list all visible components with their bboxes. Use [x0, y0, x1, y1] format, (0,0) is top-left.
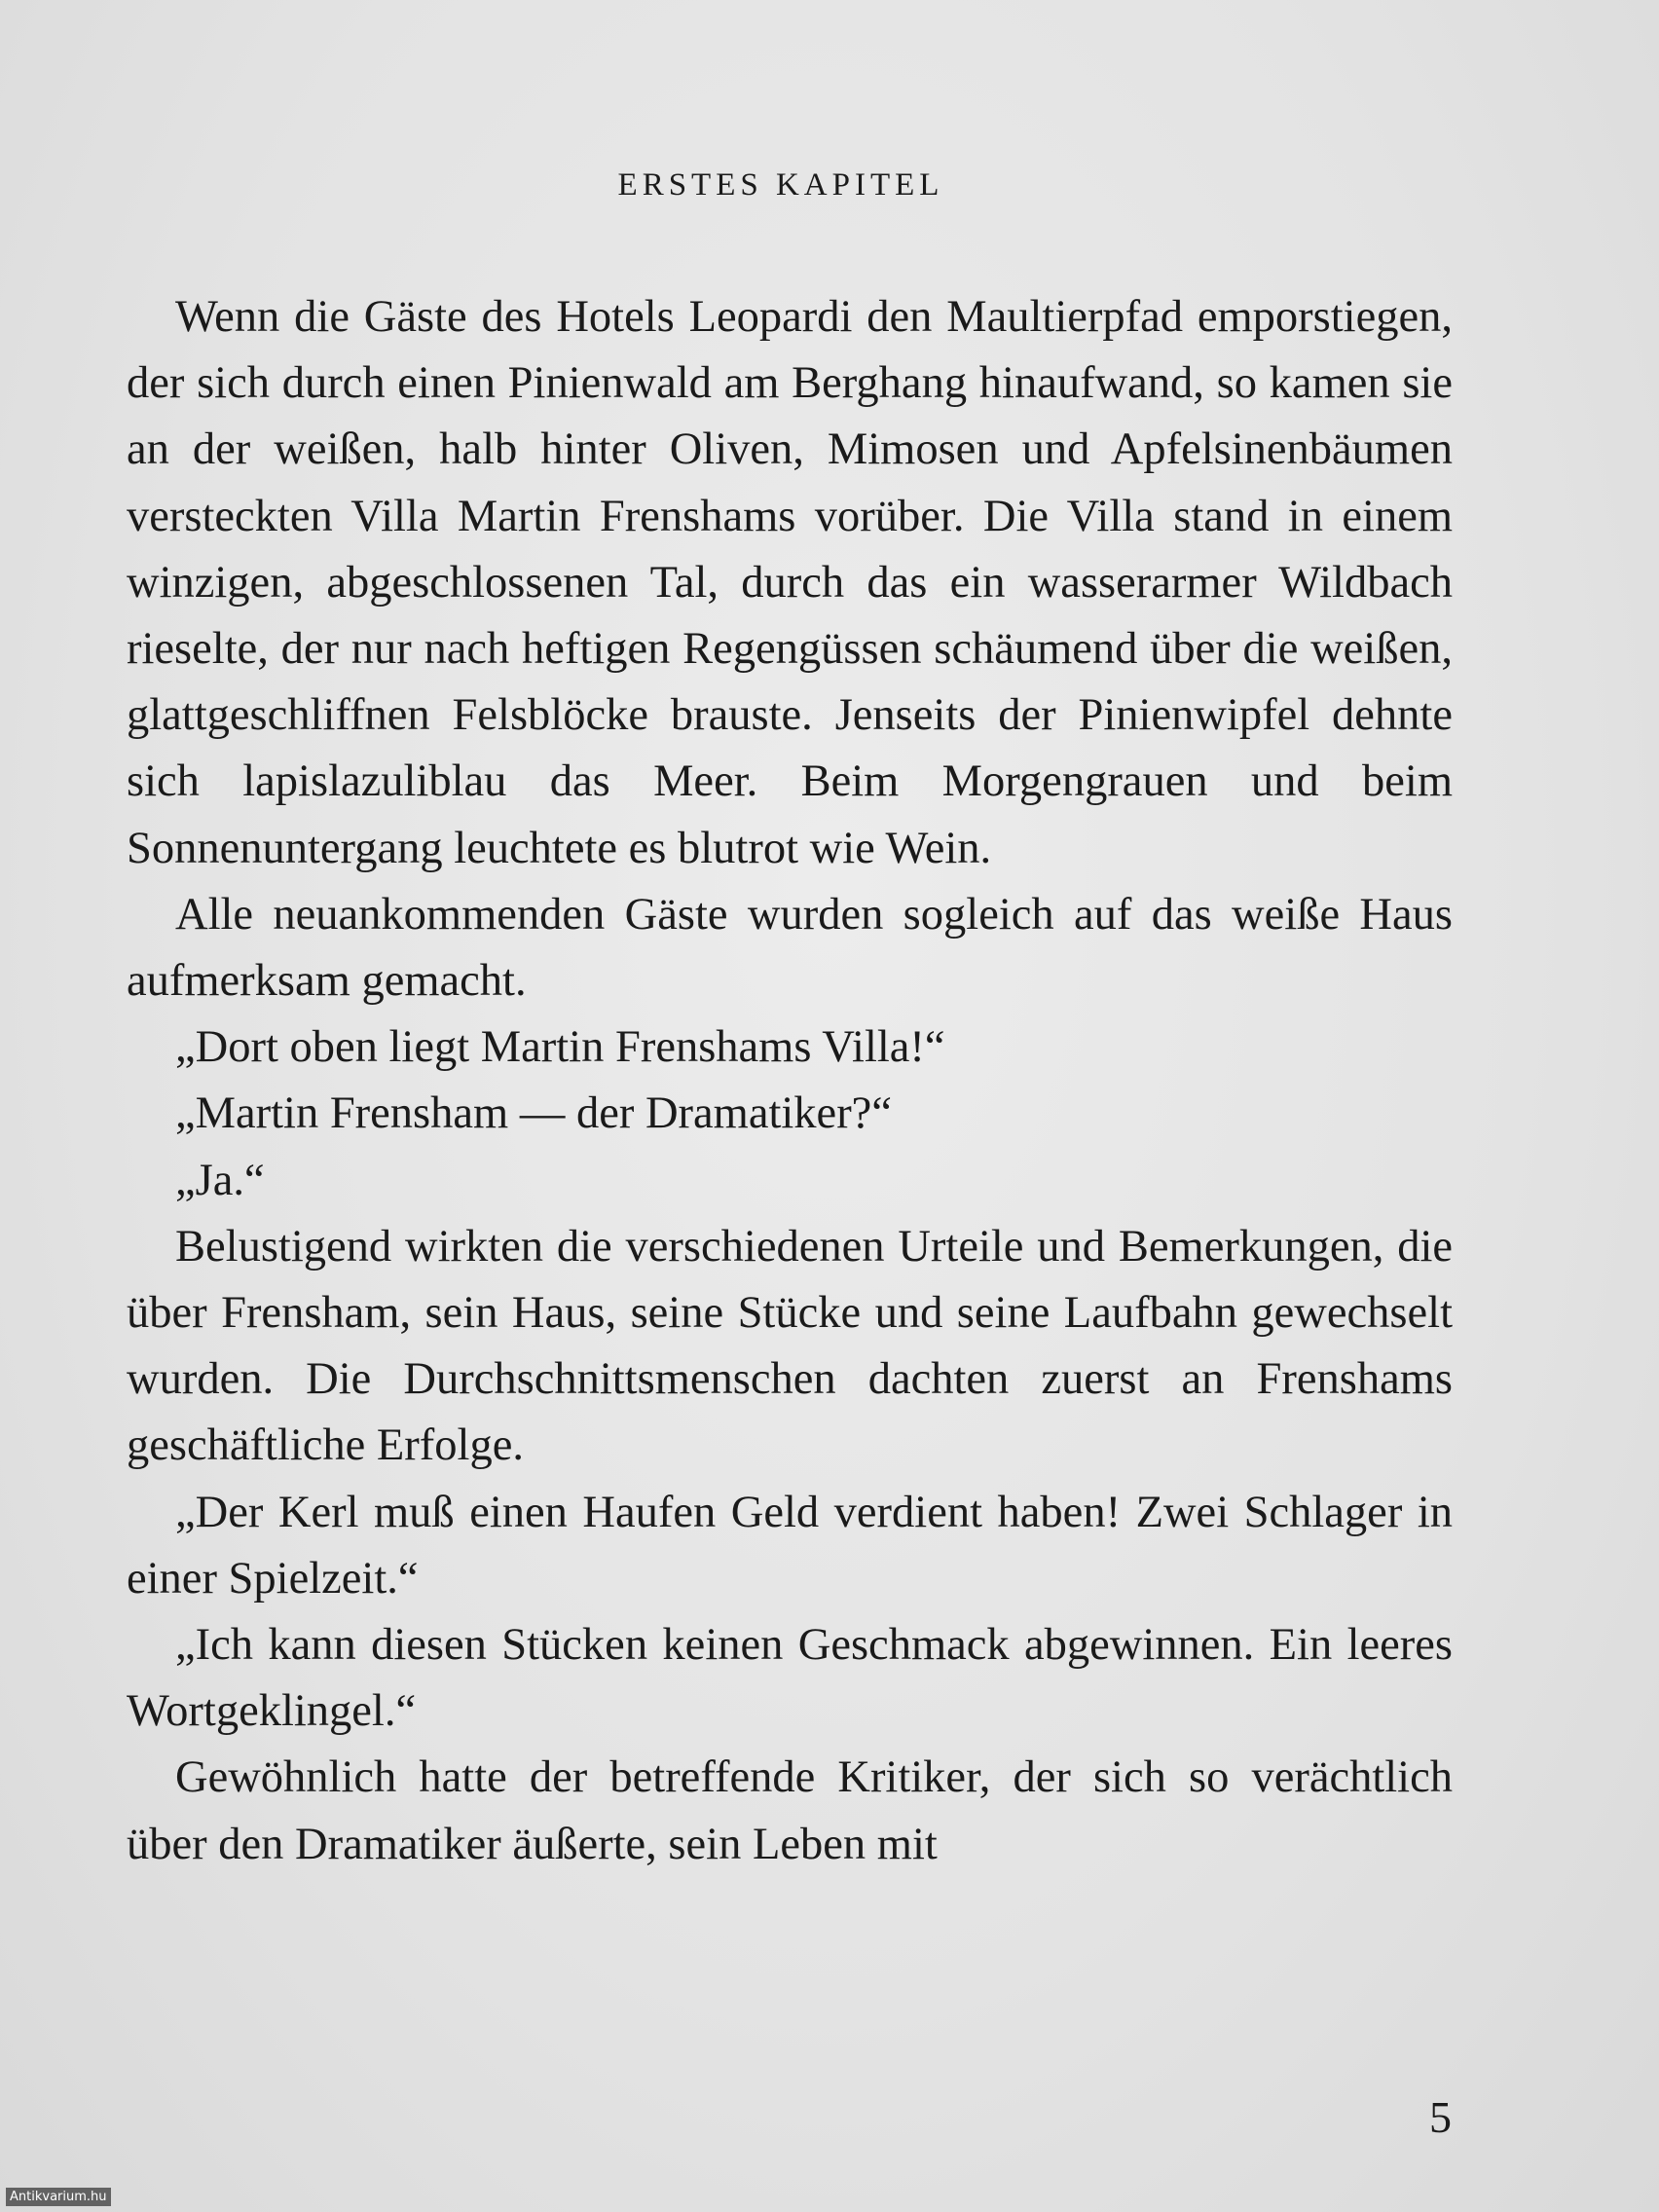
paragraph: Gewöhnlich hatte der betreffende Kritiker, der sich so verächtlich über den Dramatiker äußerte, sein Leben mit	[127, 1752, 1453, 1869]
paragraph: Wenn die Gäste des Hotels Leopardi den Maultierpfad emporstiegen, der sich durch einen Pinienwald am Berghang hinaufwand, so kamen sie an der weißen, halb hinter Oliven, Mimosen und Apfelsinenbäumen versteckten Villa Martin Frenshams vorüber. Die Villa stand in einem winzigen, abgeschlossenen Tal, durch das ein wasserarmer Wildbach rieselte, der nur nach heftigen Regengüssen schäumend über die weißen, glattgeschliffnen Felsblöcke brauste. Jenseits der Pinienwipfel dehnte sich lapislazuliblau das Meer. Beim Morgengrauen und beim Sonnenuntergang leuchtete es blutrot wie Wein.	[127, 292, 1453, 873]
body-text	[127, 284, 1453, 1878]
paragraph: Belustigend wirkten die verschiedenen Urteile und Bemerkungen, die über Frensham, sein Haus, seine Stücke und seine Laufbahn gewechselt wurden. Die Durchschnittsmenschen dachten zuerst an Frenshams geschäftliche Erfolge.	[127, 1221, 1453, 1471]
dialogue-line: „Ich kann diesen Stücken keinen Geschmack abgewinnen. Ein leeres Wortgeklingel.“	[127, 1620, 1453, 1737]
page-number: 5	[1429, 2092, 1452, 2142]
dialogue-line: „Martin Frensham — der Dramatiker?“	[175, 1088, 892, 1139]
dialogue-line: „Ja.“	[175, 1155, 265, 1205]
chapter-heading: ERSTES KAPITEL	[617, 167, 944, 203]
dialogue-line: „Der Kerl muß einen Haufen Geld verdient haben! Zwei Schlager in einer Spielzeit.“	[127, 1487, 1453, 1604]
paragraph: Alle neuankommenden Gäste wurden sogleich auf das weiße Haus aufmerksam gemacht.	[127, 889, 1453, 1007]
watermark: Antikvarium.hu	[6, 2188, 111, 2206]
dialogue-line: „Dort oben liegt Martin Frenshams Villa!“	[175, 1022, 945, 1073]
